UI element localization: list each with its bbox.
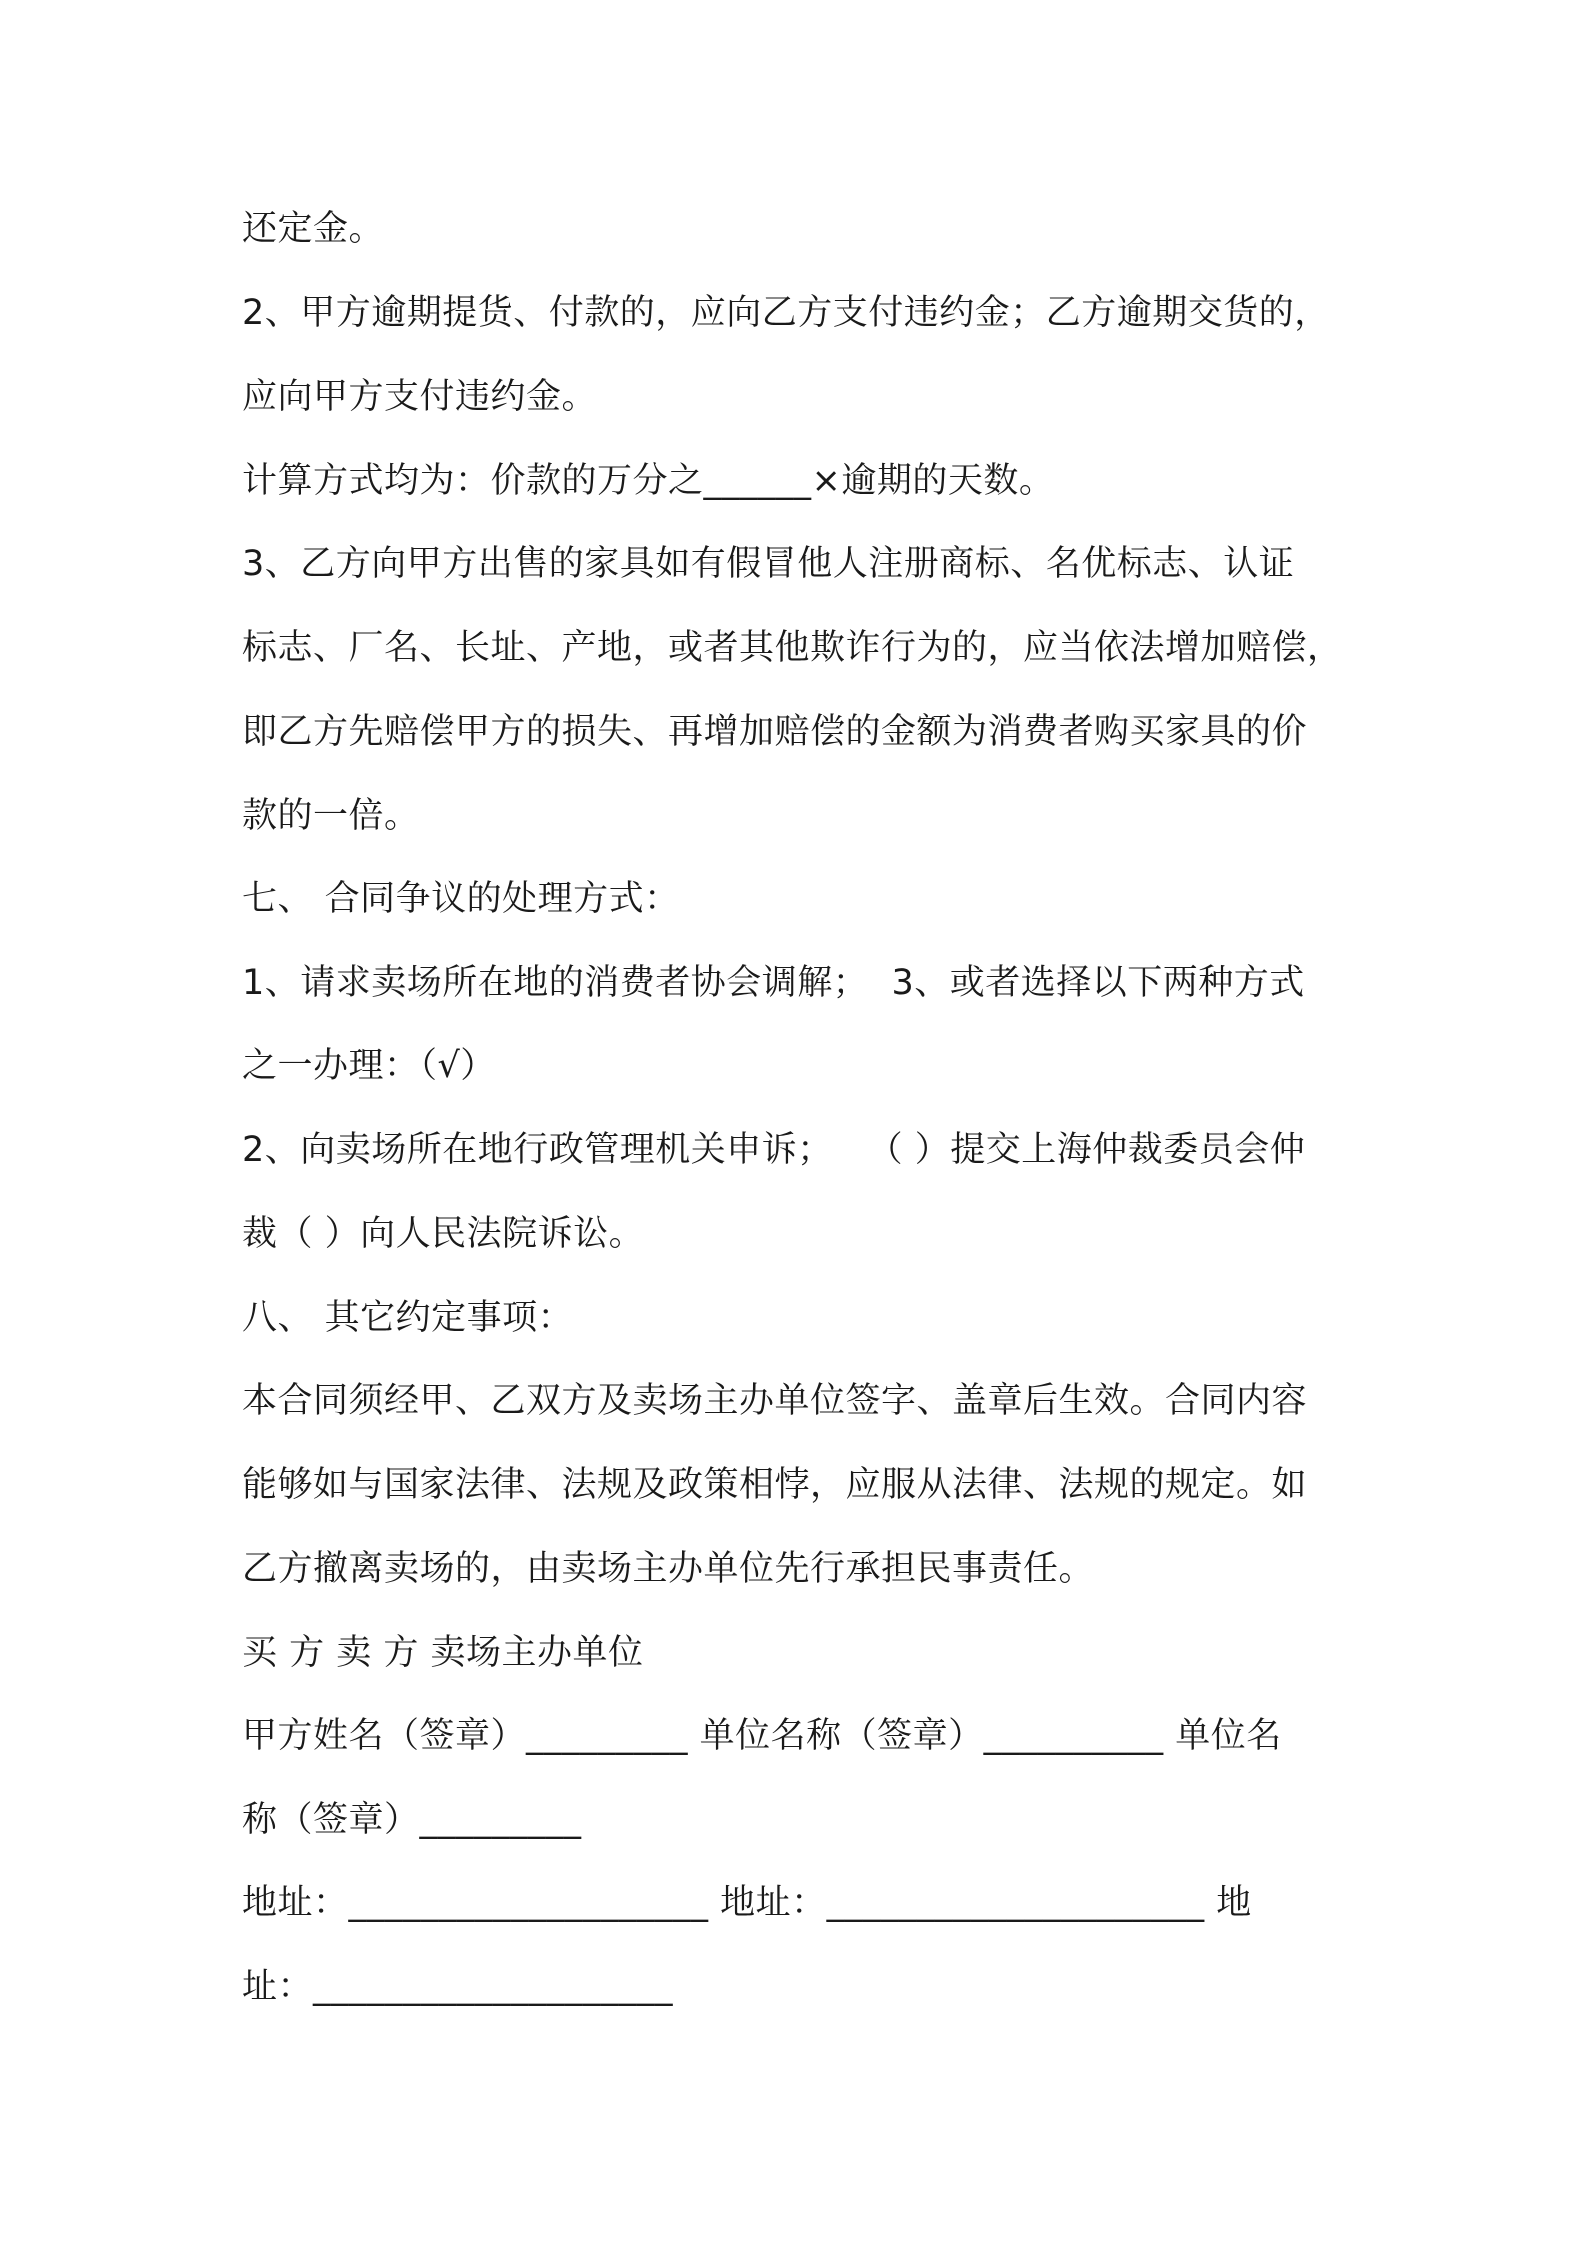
section-heading: 八、 其它约定事项： bbox=[242, 1298, 574, 1338]
text-line: 本合同须经甲、乙双方及卖场主办单位签字、盖章后生效。合同内容 bbox=[242, 1381, 1308, 1421]
text-line: 3、乙方向甲方出售的家具如有假冒他人注册商标、名优标志、认证 bbox=[242, 544, 1295, 584]
text-line: 裁（ ）向人民法院诉讼。 bbox=[242, 1214, 645, 1254]
text-line: 2、向卖场所在地行政管理机关申诉； （ ）提交上海仲裁委员会仲 bbox=[242, 1130, 1306, 1170]
text-line: 1、请求卖场所在地的消费者协会调解； 3、或者选择以下两种方式 bbox=[242, 963, 1305, 1003]
section-heading: 七、 合同争议的处理方式： bbox=[242, 879, 680, 919]
text-line: 计算方式均为：价款的万分之______×逾期的天数。 bbox=[242, 461, 1055, 501]
text-line: 标志、厂名、长址、产地，或者其他欺诈行为的，应当依法增加赔偿， bbox=[242, 628, 1343, 668]
address-line: 地址：____________________ 地址：_____________________ 地 bbox=[242, 1883, 1252, 1923]
text-line: 还定金。 bbox=[242, 209, 385, 249]
text-line: 2、甲方逾期提货、付款的，应向乙方支付违约金；乙方逾期交货的， bbox=[242, 293, 1330, 333]
text-line: 款的一倍。 bbox=[242, 796, 420, 836]
address-line: 址：____________________ bbox=[242, 1967, 674, 2007]
text-line: 应向甲方支付违约金。 bbox=[242, 377, 598, 417]
signature-line: 甲方姓名（签章）_________ 单位名称（签章）__________ 单位名 bbox=[242, 1716, 1282, 1756]
text-line: 即乙方先赔偿甲方的损失、再增加赔偿的金额为消费者购买家具的价 bbox=[242, 712, 1308, 752]
signature-header: 买 方 卖 方 卖场主办单位 bbox=[242, 1633, 644, 1673]
signature-line: 称（签章）_________ bbox=[242, 1800, 582, 1840]
text-line: 之一办理：（√） bbox=[242, 1046, 496, 1086]
text-line: 能够如与国家法律、法规及政策相悖，应服从法律、法规的规定。如 bbox=[242, 1465, 1308, 1505]
text-line: 乙方撤离卖场的，由卖场主办单位先行承担民事责任。 bbox=[242, 1549, 1095, 1589]
